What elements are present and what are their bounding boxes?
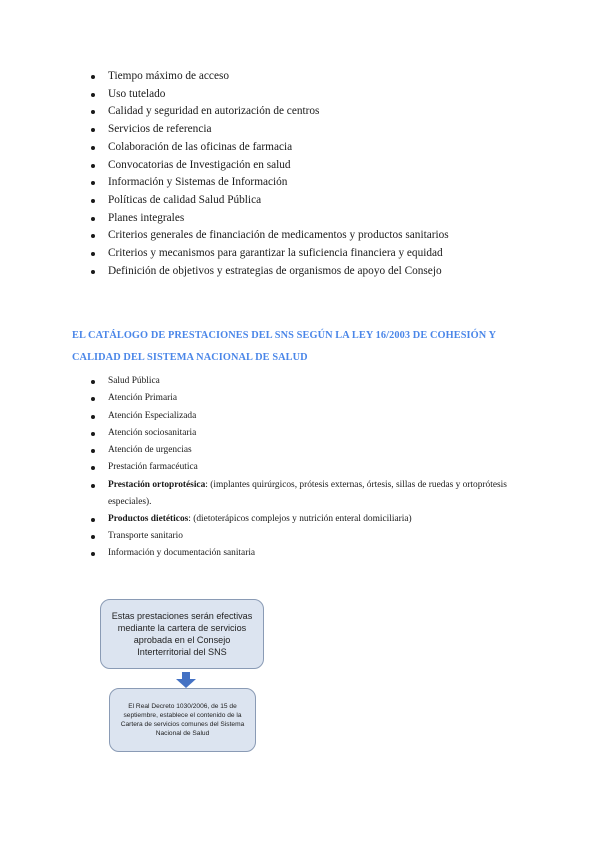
- list-item: Definición de objetivos y estrategias de organismos de apoyo del Consejo: [88, 263, 449, 281]
- list-item: Atención Especializada: [88, 408, 508, 425]
- list-item: Información y documentación sanitaria: [88, 545, 508, 562]
- list-item: Información y Sistemas de Información: [88, 174, 449, 192]
- list-item: Convocatorias de Investigación en salud: [88, 157, 449, 175]
- down-arrow-icon: [176, 672, 196, 688]
- box-text: El Real Decreto 1030/2006, de 15 de septiembre, establece el contenido de la Cartera de servicios comunes del Sistema Nacional de Salud: [120, 702, 245, 738]
- list-item: Criterios y mecanismos para garantizar la suficiencia financiera y equidad: [88, 245, 449, 263]
- list-item: Colaboración de las oficinas de farmacia: [88, 139, 449, 157]
- list-item: [88, 477, 508, 511]
- list-item: Políticas de calidad Salud Pública: [88, 192, 449, 210]
- list-item: Atención sociosanitaria: [88, 425, 508, 442]
- box-text: Estas prestaciones serán efectivas mediante la cartera de servicios aprobada en el Consejo Interterritorial del SNS: [111, 610, 253, 658]
- list-item: Criterios generales de financiación de medicamentos y productos sanitarios: [88, 227, 449, 245]
- list-item: Atención Primaria: [88, 390, 508, 407]
- list-item: Planes integrales: [88, 210, 449, 228]
- item-description: : (dietoterápicos complejos y nutrición enteral domiciliaria): [188, 513, 412, 524]
- list-item: Prestación farmacéutica: [88, 459, 508, 476]
- list-item: Tiempo máximo de acceso: [88, 68, 449, 86]
- real-decreto-box: [109, 688, 256, 752]
- prestaciones-bullet-list: [88, 373, 508, 563]
- cartera-servicios-box: [100, 599, 264, 669]
- list-item: Calidad y seguridad en autorización de centros: [88, 103, 449, 121]
- item-bold-label: Productos dietéticos: [108, 513, 189, 524]
- organismos-bullet-list: [88, 68, 449, 280]
- list-item: Atención de urgencias: [88, 442, 508, 459]
- list-item: Transporte sanitario: [88, 528, 508, 545]
- catalog-heading: EL CATÁLOGO DE PRESTACIONES DEL SNS SEGÚN LA LEY 16/2003 DE COHESIÓN Y CALIDAD DEL SISTEMA NACIONAL DE SALUD: [72, 330, 496, 363]
- item-description: : (implantes quirúrgicos, prótesis externas, órtesis, sillas de ruedas y ortoprótesis especiales).: [108, 479, 507, 507]
- list-item: [88, 511, 508, 528]
- list-item: Servicios de referencia: [88, 121, 449, 139]
- item-bold-label: Prestación ortoprotésica: [108, 479, 206, 490]
- list-item: Uso tutelado: [88, 86, 449, 104]
- list-item: Salud Pública: [88, 373, 508, 390]
